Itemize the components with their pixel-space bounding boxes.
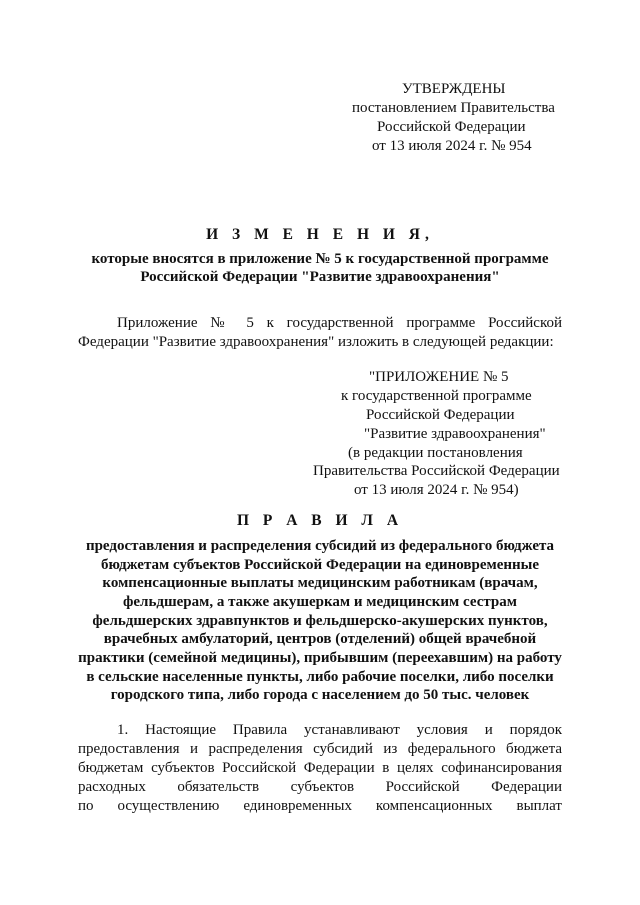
rules-title-line: в сельские населенные пункты, либо рабочие поселки, либо поселки <box>86 669 554 685</box>
rules-title-line: предоставления и распределения субсидий из федерального бюджета <box>85 538 555 554</box>
changes-subtitle-line-2: Российской Федерации "Развитие здравоохранения" <box>140 269 500 285</box>
rules-title-line: городского типа, либо города с населением до 50 тыс. человек <box>110 687 530 703</box>
body-line: бюджетам субъектов Российской Федерации в целях софинансирования <box>78 760 562 776</box>
appendix-line-7: от 13 июля 2024 г. № 954) <box>354 482 519 498</box>
rules-title-line: врачебных амбулаторий, центров (отделений) общей врачебной <box>103 631 537 647</box>
rules-title-line: бюджетам субъектов Российской Федерации на единовременные <box>100 557 540 573</box>
approval-line-2: Российской Федерации <box>377 119 526 135</box>
rules-heading: П Р А В И Л А <box>236 512 404 529</box>
rules-title-line: практики (семейной медицины), прибывшим (переехавшим) на работу <box>78 650 562 666</box>
appendix-line-1: "ПРИЛОЖЕНИЕ № 5 <box>369 369 509 385</box>
intro-line-2: Федерации "Развитие здравоохранения" изложить в следующей редакции: <box>78 334 554 350</box>
body-line: предоставления и распределения субсидий из федерального бюджета <box>78 741 562 757</box>
body-line: расходных обязательств субъектов Российской Федерации <box>78 779 562 795</box>
approval-title: УТВЕРЖДЕНЫ <box>402 81 506 97</box>
intro-line-1: Приложение № 5 к государственной программе Российской <box>117 315 562 331</box>
rules-title-line: фельдшерских здравпунктов и фельдшерско-акушерских пунктов, <box>92 613 548 629</box>
changes-heading: И З М Е Н Е Н И Я, <box>206 226 434 243</box>
changes-subtitle-line-1: которые вносятся в приложение № 5 к государственной программе <box>91 251 549 267</box>
approval-line-1: постановлением Правительства <box>352 100 555 116</box>
appendix-line-2: к государственной программе <box>341 388 532 404</box>
appendix-line-5: (в редакции постановления <box>348 445 523 461</box>
approval-line-3: от 13 июля 2024 г. № 954 <box>372 138 532 154</box>
body-line: 1. Настоящие Правила устанавливают условия и порядок <box>117 722 562 738</box>
appendix-line-6: Правительства Российской Федерации <box>313 463 560 479</box>
appendix-line-4: "Развитие здравоохранения" <box>364 426 546 442</box>
rules-title-line: компенсационные выплаты медицинским работникам (врачам, <box>102 575 538 591</box>
body-line: по осуществлению единовременных компенсационных выплат <box>78 798 562 814</box>
rules-title-line: фельдшерам, а также акушеркам и медицинским сестрам <box>123 594 517 610</box>
appendix-line-3: Российской Федерации <box>366 407 515 423</box>
